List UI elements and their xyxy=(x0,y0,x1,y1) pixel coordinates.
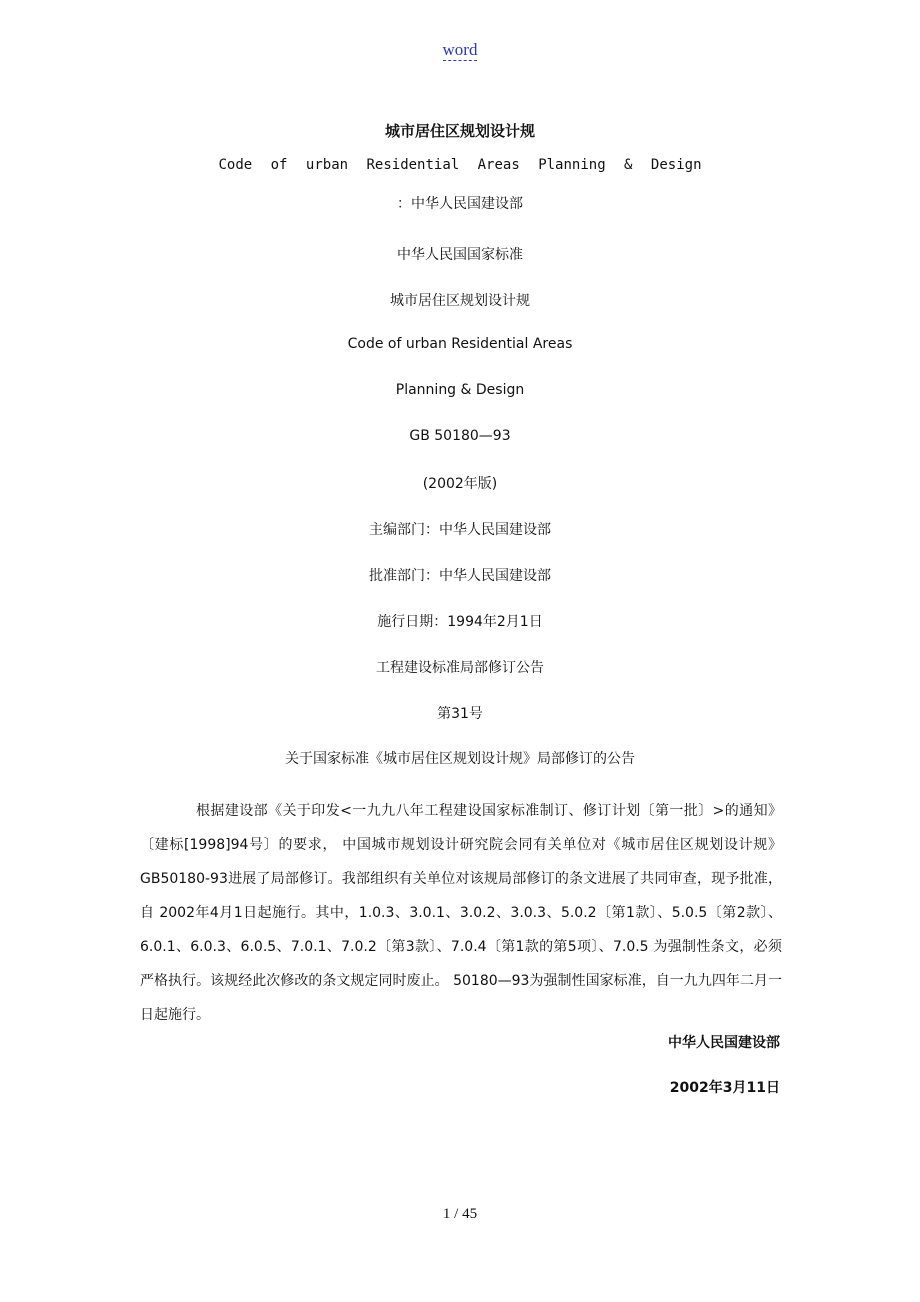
issuer-line: ：中华人民国建设部 xyxy=(397,196,523,212)
sign-date: 2002年3月11日 xyxy=(669,1080,780,1096)
standard-title: 城市居住区规划设计规 xyxy=(390,293,530,309)
standard-label: 中华人民国国家标准 xyxy=(397,247,523,263)
effective-date: 施行日期：1994年2月1日 xyxy=(377,614,543,630)
notice-number: 第31号 xyxy=(437,706,483,722)
notice-subject: 关于国家标准《城市居住区规划设计规》局部修订的公告 xyxy=(285,751,635,767)
chief-department: 主编部门：中华人民国建设部 xyxy=(369,522,551,538)
document-title: 城市居住区规划设计规 xyxy=(384,122,535,140)
notice-title: 工程建设标准局部修订公告 xyxy=(376,660,544,676)
page-number: 1 / 45 xyxy=(442,1206,478,1222)
standard-title-english-2: Planning & Design xyxy=(395,382,525,398)
standard-code: GB 50180—93 xyxy=(409,428,511,444)
header-link-text[interactable]: word xyxy=(442,40,478,59)
approving-department: 批准部门：中华人民国建设部 xyxy=(369,568,551,584)
header-word-link[interactable] xyxy=(0,40,920,60)
notice-body: 根据建设部《关于印发<一九九八年工程建设国家标准制订、修订计划〔第一批〕>的通知》〔建标[1998]94号〕的要求， 中国城市规划设计研究院会同有关单位对《城市居住区规划设计规》GB50180-93进展了局部修订。我部组织有关单位对该规局部修订的条文进展了共同审查，现予批准，自 2002年4月1日起施行。其中，1.0.3、3.0.1、3.0.2、3.0.3、5.0.2〔第1款〕、5.0.5〔第2款〕、6.0.1、6.0.3、6.0.5、7.0.1、7.0.2〔第3款〕、7.0.4〔第1款的第5项〕、7.0.5 为强制性条文，必须严格执行。该规经此次修改的条文规定同时废止。 50180—93为强制性国家标准，自一九九四年二月一日起施行。 xyxy=(140,803,782,1023)
edition: (2002年版) xyxy=(422,476,498,492)
document-title-english: Code of urban Residential Areas Planning & Design xyxy=(218,157,702,173)
signature: 中华人民国建设部 xyxy=(668,1035,780,1051)
standard-title-english-1: Code of urban Residential Areas xyxy=(347,336,573,352)
